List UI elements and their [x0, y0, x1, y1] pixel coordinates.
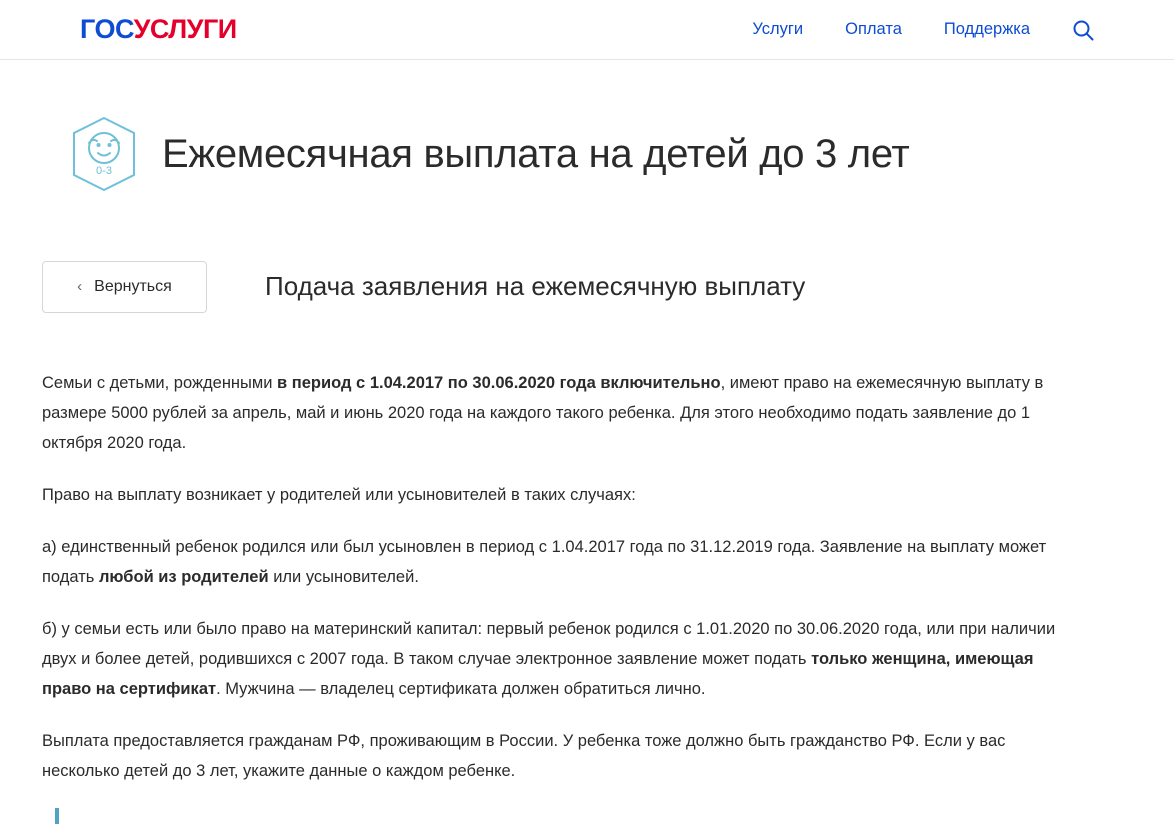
section-header-row	[0, 250, 1174, 324]
p1-highlight: в период с 1.04.2017 по 30.06.2020 года включительно	[277, 373, 721, 392]
paragraph-citizenship: Выплата предоставляется гражданам РФ, проживающим в России. У ребенка тоже должно быть гражданство РФ. Если у вас несколько детей до 3 лет, укажите данные о каждом ребенке.	[42, 731, 1006, 780]
logo-uslugi-text: УСЛУГИ	[133, 14, 237, 44]
p3-highlight: любой из родителей	[98, 567, 269, 586]
back-button[interactable]	[42, 261, 207, 313]
p4-part-a: б) у семьи есть или было право на материнский капитал: первый ребенок родился с 1.01.2020 по 30.06.2020 года, или при наличии двух и более детей, родившихся с 2007 года. В таком случае электронное заявление может подать	[42, 619, 1056, 668]
p1-part-c: , имеют право на ежемесячную выплату в размере 5000 рублей за апрель, май и июнь 2020 года на каждого такого ребенка. Для этого необходимо подать заявление до 1 октября 2020 года.	[42, 373, 1044, 452]
nav-item-support[interactable]: Поддержка	[943, 20, 1030, 38]
search-icon[interactable]	[1072, 19, 1094, 41]
nav-item-services[interactable]: Услуги	[752, 20, 804, 38]
p1-part-a: Семьи с детьми, рожденными	[42, 373, 278, 392]
p4-part-c: . Мужчина — владелец сертификата должен обратиться лично.	[216, 679, 706, 698]
p3-part-c: или усыновителей.	[268, 567, 419, 586]
back-button-label: Вернуться	[94, 277, 172, 295]
svg-text:0-3: 0-3	[96, 165, 112, 178]
chevron-left-icon: ‹	[77, 278, 83, 296]
page-title: Ежемесячная выплата на детей до 3 лет	[162, 131, 910, 176]
logo-gos-text: ГОС	[80, 14, 134, 44]
nav-item-payment[interactable]: Оплата	[845, 20, 902, 38]
p3-part-a: а) единственный ребенок родился или был усыновлен в период с 1.04.2017 года по 31.12.2019 года. Заявление на выплату может подать	[42, 537, 1047, 586]
main-navigation	[752, 19, 1094, 41]
paragraph-case-a	[42, 532, 1072, 592]
paragraph-eligibility-period	[42, 368, 1072, 458]
section-title: Подача заявления на ежемесячную выплату	[265, 271, 806, 302]
page-title-row	[0, 105, 1174, 204]
site-header	[0, 0, 1174, 60]
text-cursor-indicator	[55, 808, 59, 824]
baby-face-icon	[62, 112, 146, 196]
paragraph-rights-intro: Право на выплату возникает у родителей или усыновителей в таких случаях:	[42, 485, 636, 504]
paragraph-case-b	[42, 614, 1072, 704]
p4-highlight: только женщина, имеющая право на сертификат	[42, 649, 1034, 698]
article-content	[0, 368, 1174, 824]
gosuslugi-logo[interactable]	[80, 16, 237, 43]
